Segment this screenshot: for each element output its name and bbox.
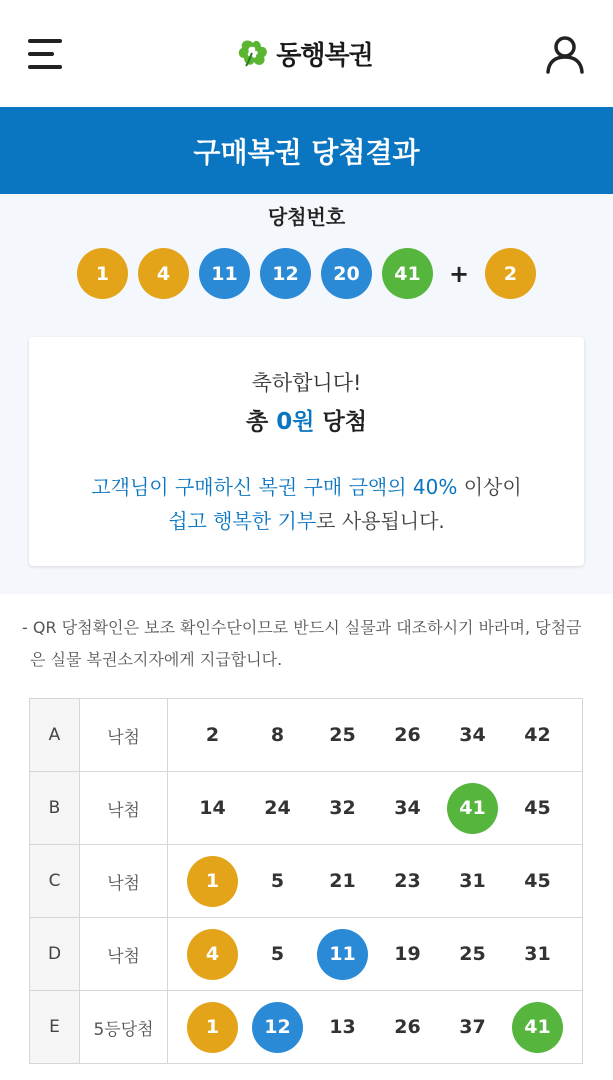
- game-numbers: [168, 699, 582, 771]
- donation-highlight-1: 고객님이 구매하신 복권 구매 금액의 40%: [91, 475, 458, 499]
- game-number: 25: [459, 943, 486, 965]
- game-numbers: [168, 991, 582, 1063]
- game-number: 23: [394, 870, 421, 892]
- game-row: [30, 918, 582, 991]
- game-number: 41: [447, 783, 498, 834]
- game-letter: D: [30, 918, 80, 990]
- winning-ball: 11: [199, 248, 250, 299]
- game-number: 34: [394, 797, 421, 819]
- game-numbers: [168, 918, 582, 990]
- logo-text: 동행복권: [276, 41, 373, 71]
- game-letter: E: [30, 991, 80, 1063]
- congrats-text: 축하합니다!: [251, 371, 362, 395]
- game-number: 1: [187, 856, 238, 907]
- game-number: 5: [270, 943, 285, 965]
- bonus-ball: 2: [485, 248, 536, 299]
- game-row: [30, 991, 582, 1064]
- logo[interactable]: [236, 35, 372, 72]
- winning-ball: 20: [321, 248, 372, 299]
- game-rank: 낙첨: [80, 699, 168, 771]
- winning-ball: 12: [260, 248, 311, 299]
- game-number: 26: [394, 724, 421, 746]
- donation-text-2: 로 사용됩니다.: [316, 509, 445, 533]
- total-prize-line: [39, 403, 574, 436]
- game-numbers: [168, 772, 582, 844]
- game-number: 4: [187, 929, 238, 980]
- game-number: 24: [264, 797, 291, 819]
- game-number: 45: [524, 797, 551, 819]
- game-number: 25: [329, 724, 356, 746]
- game-letter: C: [30, 845, 80, 917]
- user-profile-icon[interactable]: [545, 34, 585, 74]
- clover-logo-icon: [236, 37, 270, 71]
- winning-section: [0, 194, 613, 594]
- page-title: 구매복권 당첨결과: [193, 135, 420, 169]
- game-number: 37: [459, 1016, 486, 1038]
- game-number: 8: [270, 724, 285, 746]
- game-letter: B: [30, 772, 80, 844]
- winning-numbers: [0, 248, 613, 299]
- result-card: [29, 337, 584, 566]
- winning-ball: 41: [382, 248, 433, 299]
- winning-ball: 1: [77, 248, 128, 299]
- hamburger-menu-icon[interactable]: [28, 39, 64, 69]
- game-number: 41: [512, 1002, 563, 1053]
- game-row: [30, 699, 582, 772]
- game-number: 42: [524, 724, 551, 746]
- game-number: 13: [329, 1016, 356, 1038]
- game-number: 14: [199, 797, 226, 819]
- plus-sign: +: [448, 259, 470, 288]
- game-number: 19: [394, 943, 421, 965]
- game-number: 26: [394, 1016, 421, 1038]
- app-header: [0, 0, 613, 107]
- winning-ball: 4: [138, 248, 189, 299]
- games-result-table: [29, 698, 583, 1064]
- game-letter: A: [30, 699, 80, 771]
- winning-numbers-label: 당첨번호: [267, 205, 346, 229]
- game-number: 45: [524, 870, 551, 892]
- game-number: 12: [252, 1002, 303, 1053]
- game-numbers: [168, 845, 582, 917]
- game-number: 2: [205, 724, 220, 746]
- game-rank: 낙첨: [80, 772, 168, 844]
- game-number: 31: [459, 870, 486, 892]
- game-number: 34: [459, 724, 486, 746]
- game-rank: 5등당첨: [80, 991, 168, 1063]
- game-row: [30, 772, 582, 845]
- game-number: 21: [329, 870, 356, 892]
- total-amount: 0원: [276, 409, 315, 435]
- game-number: 5: [270, 870, 285, 892]
- game-number: 1: [187, 1002, 238, 1053]
- qr-notice: - QR 당첨확인은 보조 확인수단이므로 반드시 실물과 대조하시기 바라며, 당첨금은 실물 복권소지자에게 지급합니다.: [22, 618, 582, 669]
- donation-text-1: 이상이: [457, 475, 522, 499]
- game-row: [30, 845, 582, 918]
- donation-highlight-2: 쉽고 행복한 기부: [168, 509, 317, 533]
- game-rank: 낙첨: [80, 845, 168, 917]
- game-number: 11: [317, 929, 368, 980]
- donation-message: [39, 470, 574, 538]
- game-number: 31: [524, 943, 551, 965]
- game-rank: 낙첨: [80, 918, 168, 990]
- game-number: 32: [329, 797, 356, 819]
- page-title-banner: [0, 107, 613, 194]
- total-prefix: 총: [246, 409, 277, 435]
- total-suffix: 당첨: [314, 409, 367, 435]
